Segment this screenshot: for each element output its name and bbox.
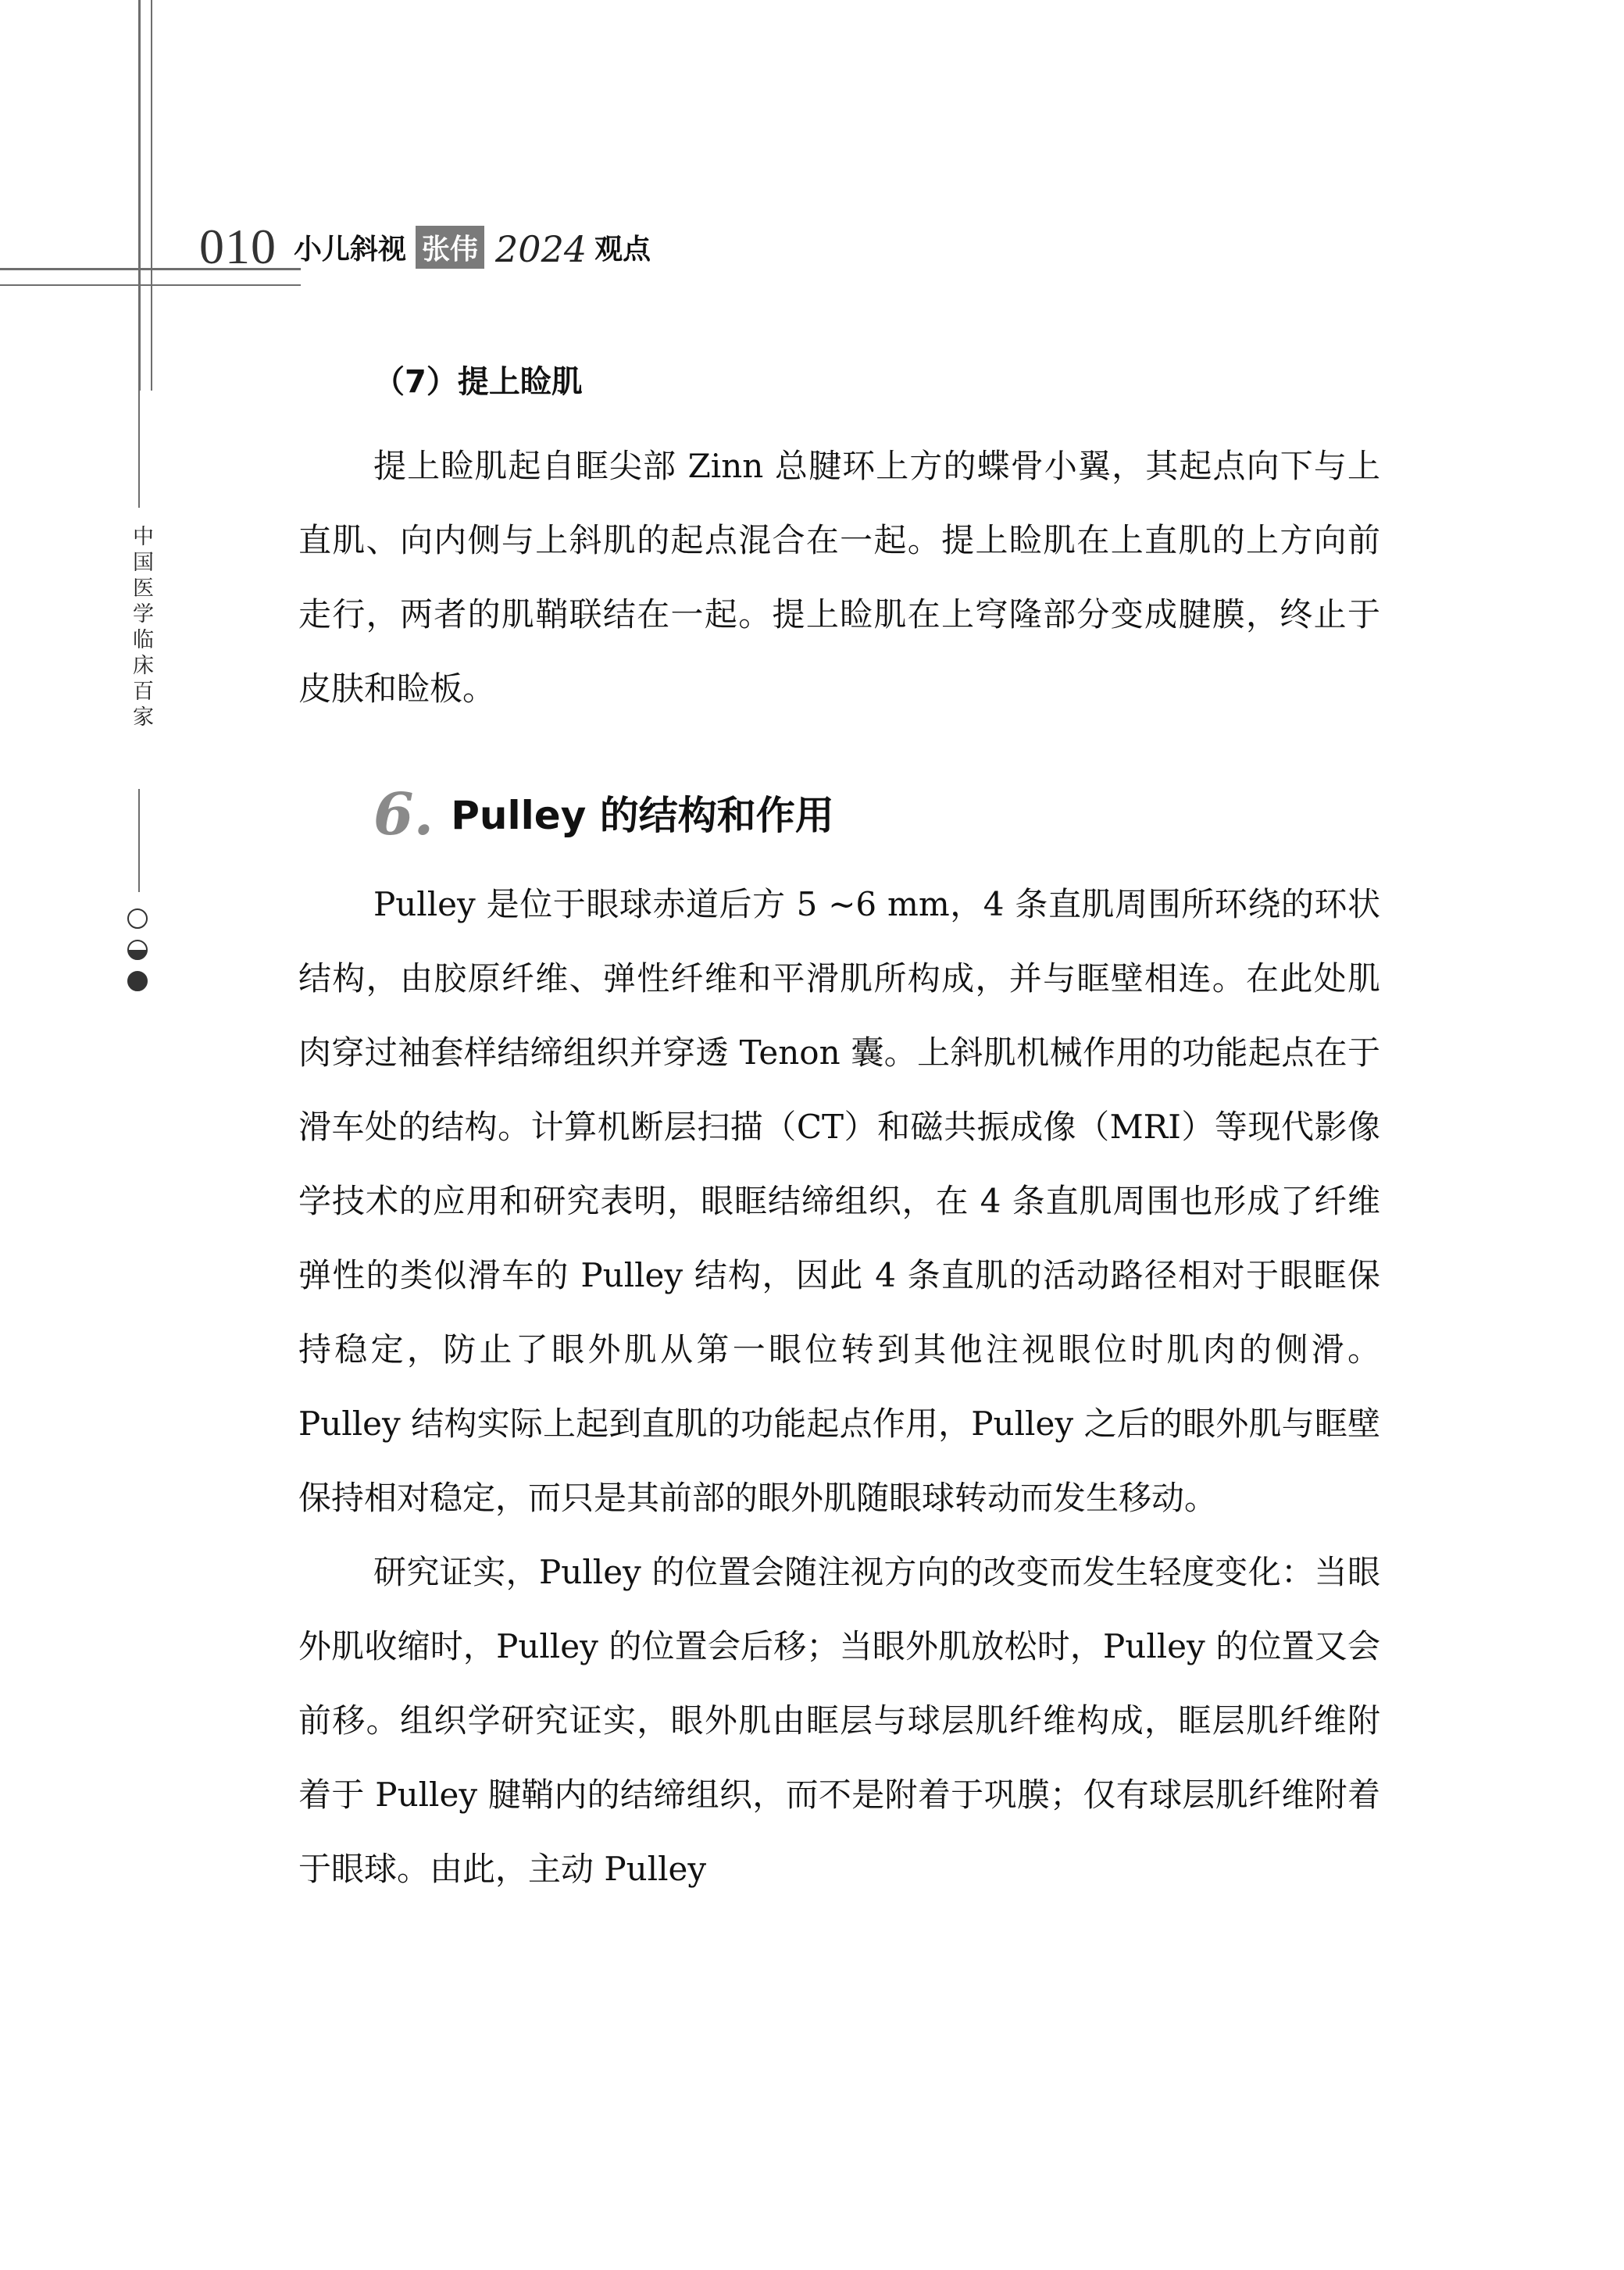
series-name: 中国医学临床百家 (129, 525, 153, 731)
subheading: （7）提上睑肌 (373, 364, 583, 400)
sidebar-rule-bottom (138, 789, 140, 892)
crop-mark-vertical-outer (138, 0, 141, 391)
filled-circle-icon (127, 971, 148, 991)
half-circle-icon (127, 940, 148, 960)
author-badge: 张伟 (416, 226, 484, 269)
crop-mark-horizontal-inner (0, 284, 301, 286)
section-number: 6. (373, 781, 434, 848)
section-heading (373, 781, 1380, 848)
running-header (199, 209, 651, 272)
book-title: 小儿斜视 (294, 234, 407, 266)
paragraph: 研究证实，Pulley 的位置会随注视方向的改变而发生轻度变化：当眼外肌收缩时，Pulley 的位置会后移；当眼外肌放松时，Pulley 的位置又会前移。组织学研究证实，眼外肌由眶层与球层肌纤维构成，眶层肌纤维附着于 Pulley 腱鞘内的结缔组织，而不是附着于巩膜；仅有球层肌纤维附着于眼球。由此，主动 Pulley (298, 1553, 1380, 1888)
empty-circle-icon (127, 908, 148, 929)
header-suffix: 观点 (594, 234, 651, 266)
year: 2024 (495, 228, 587, 270)
sidebar-rule-top (138, 391, 140, 508)
paragraph: Pulley 是位于眼球赤道后方 5 ~6 mm，4 条直肌周围所环绕的环状结构，由胶原纤维、弹性纤维和平滑肌所构成，并与眶壁相连。在此处肌肉穿过袖套样结缔组织并穿透 Tenon 囊。上斜肌机械作用的功能起点在于滑车处的结构。计算机断层扫描（CT）和磁共振成像（MRI）等现代影像学技术的应用和研究表明，眼眶结缔组织，在 4 条直肌周围也形成了纤维弹性的类似滑车的 Pulley 结构，因此 4 条直肌的活动路径相对于眼眶保持稳定，防止了眼外肌从第一眼位转到其他注视眼位时肌肉的侧滑。Pulley 结构实际上起到直肌的功能起点作用，Pulley 之后的眼外肌与眶壁保持相对稳定，而只是其前部的眼外肌随眼球转动而发生移动。 (298, 885, 1380, 1517)
paragraph: 提上睑肌起自眶尖部 Zinn 总腱环上方的蝶骨小翼，其起点向下与上直肌、向内侧与上斜肌的起点混合在一起。提上睑肌在上直肌的上方向前走行，两者的肌鞘联结在一起。提上睑肌在上穹隆部分变成腱膜，终止于皮肤和睑板。 (298, 447, 1380, 708)
main-content (298, 344, 1380, 1906)
page-number: 010 (199, 219, 277, 274)
crop-mark-vertical-inner (151, 0, 152, 391)
section-title: Pulley 的结构和作用 (451, 793, 834, 838)
